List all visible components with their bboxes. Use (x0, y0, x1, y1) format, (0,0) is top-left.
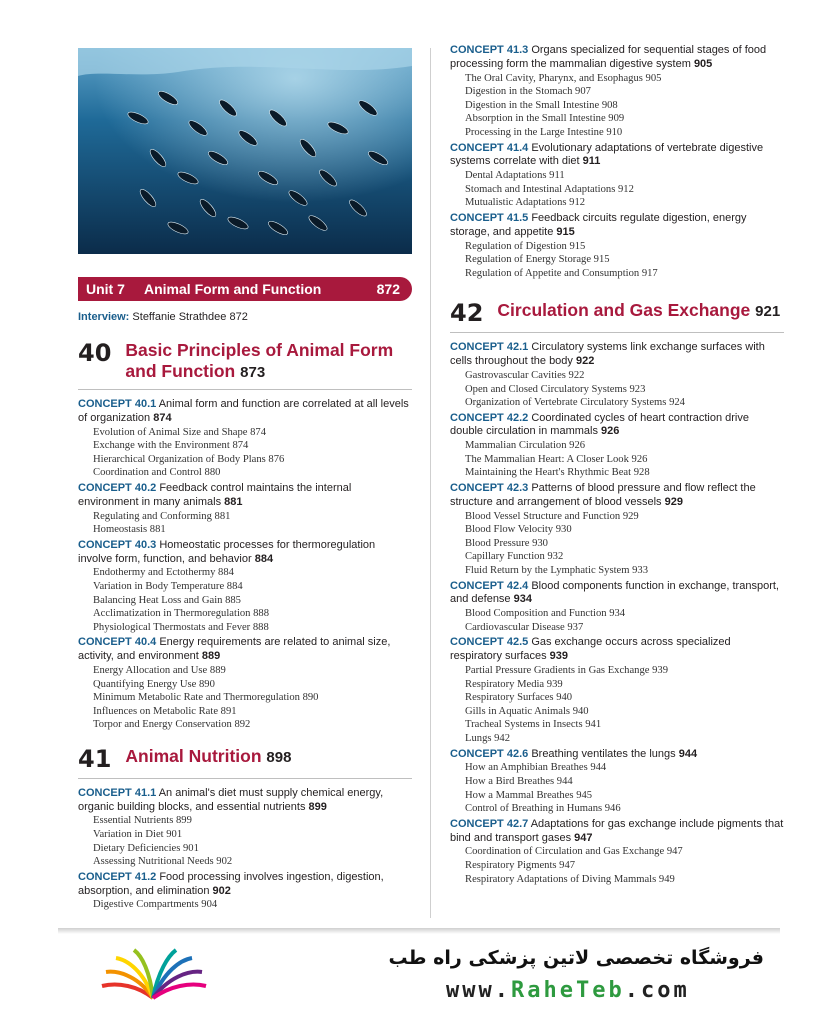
topic-item: Gastrovascular Cavities 922 (465, 369, 585, 381)
chapter-title-block (497, 300, 780, 322)
topic-item: Respiratory Media 939 (465, 678, 563, 690)
unit-label: Unit 7 (86, 281, 125, 297)
concept-key: CONCEPT 41.5 (450, 211, 529, 224)
concept-key: CONCEPT 41.2 (78, 870, 157, 883)
concept-heading (450, 341, 784, 369)
concept-key: CONCEPT 40.3 (78, 538, 157, 551)
concept-page: 934 (513, 593, 532, 606)
chapter-number: 41 (78, 744, 112, 773)
brand-persian-text: فروشگاه تخصصی لاتین پزشکی راه طب (388, 947, 764, 969)
interview-text: Steffanie Strathdee 872 (132, 311, 248, 323)
concept-heading (450, 636, 784, 664)
concept-page: 947 (574, 831, 593, 844)
topic-item: Acclimatization in Thermoregulation 888 (93, 608, 270, 620)
topic-item: Gills in Aquatic Animals 940 (465, 705, 589, 717)
concept-text: Gas exchange occurs across specialized respiratory surfaces (450, 636, 731, 663)
concept-key: CONCEPT 40.2 (78, 481, 157, 494)
concept-heading (450, 482, 784, 510)
concept-heading (450, 212, 784, 240)
topic-item: Mammalian Circulation 926 (465, 440, 586, 452)
concept-key: CONCEPT 42.5 (450, 636, 529, 649)
concept-heading (78, 482, 412, 510)
chapter-title-block (125, 340, 412, 383)
concept-heading (78, 398, 412, 426)
unit-page: 872 (376, 281, 400, 297)
concept-page: 899 (308, 800, 327, 813)
concept-key: CONCEPT 40.1 (78, 398, 157, 410)
right-column (450, 42, 784, 886)
concept-page: 922 (575, 355, 595, 368)
topic-item: Homeostasis 881 (93, 524, 166, 536)
concept-heading (78, 871, 412, 899)
topic-item: Evolution of Animal Size and Shape 874 (93, 426, 267, 438)
topic-item: Quantifying Energy Use 890 (93, 678, 215, 690)
concept-key: CONCEPT 42.7 (450, 817, 529, 830)
topic-item: How a Bird Breathes 944 (465, 775, 573, 787)
topic-item: Digestion in the Stomach 907 (465, 86, 591, 98)
concept-heading (450, 142, 784, 170)
topic-item: The Oral Cavity, Pharynx, and Esophagus 905 (465, 72, 662, 84)
topic-item: Dietary Deficiencies 901 (93, 842, 199, 854)
concept-text: Animal form and function are correlated at all levels of organization (78, 398, 409, 424)
concept-text: Adaptations for gas exchange include pigments that bind and transport gases (450, 817, 784, 844)
topic-item: Absorption in the Small Intestine 909 (465, 113, 625, 125)
left-column (78, 340, 412, 912)
concept-text: Breathing ventilates the lungs (531, 747, 676, 760)
chapter-title: Basic Principles of Animal Form and Function (125, 340, 394, 381)
book-logo-icon (98, 948, 208, 1004)
topic-item: Cardiovascular Disease 937 (465, 621, 584, 633)
concept-text: Coordinated cycles of heart contraction drive double circulation in mammals (450, 411, 749, 438)
concept-page: 911 (582, 155, 601, 168)
topic-item: How a Mammal Breathes 945 (465, 789, 593, 801)
brand-url[interactable] (446, 978, 690, 1003)
concept-page: 944 (678, 747, 698, 760)
concept-key: CONCEPT 42.6 (450, 747, 529, 760)
topic-item: Control of Breathing in Humans 946 (465, 803, 621, 815)
topic-item: Regulation of Appetite and Consumption 917 (465, 267, 658, 279)
concept-text: An animal's diet must supply chemical energy, organic building blocks, and essential nutrients (78, 786, 384, 813)
url-name: RaheTeb (510, 978, 625, 1003)
topic-item: Respiratory Surfaces 940 (465, 692, 573, 704)
topic-item: Essential Nutrients 899 (93, 815, 192, 827)
concept-page: 939 (549, 650, 569, 663)
concept-heading (450, 580, 784, 608)
topic-item: Regulation of Digestion 915 (465, 240, 586, 252)
topic-item: Mutualistic Adaptations 912 (465, 197, 586, 209)
url-suffix: .com (624, 978, 690, 1003)
concept-key: CONCEPT 42.4 (450, 579, 529, 592)
concept-heading (78, 636, 412, 664)
concept-key: CONCEPT 41.4 (450, 141, 529, 154)
concept-key: CONCEPT 40.4 (78, 636, 157, 649)
unit-title: Animal Form and Function (144, 281, 322, 297)
chapter-title: Animal Nutrition (125, 745, 262, 766)
concept-page: 929 (664, 495, 683, 508)
topic-item: Tracheal Systems in Insects 941 (465, 719, 602, 731)
topic-item: Hierarchical Organization of Body Plans 876 (93, 453, 285, 465)
concept-key: CONCEPT 42.2 (450, 411, 529, 424)
topic-item: Fluid Return by the Lymphatic System 933 (465, 565, 649, 577)
chapter-page: 873 (240, 364, 266, 381)
topic-item: Partial Pressure Gradients in Gas Exchange 939 (465, 665, 668, 676)
topic-item: Blood Composition and Function 934 (465, 608, 626, 620)
topic-item: Stomach and Intestinal Adaptations 912 (465, 183, 634, 195)
topic-item: Respiratory Pigments 947 (465, 859, 576, 871)
concept-text: Patterns of blood pressure and flow reflect the structure and arrangement of blood vessels (450, 482, 756, 508)
url-prefix: www. (446, 978, 511, 1003)
concept-heading (78, 787, 412, 815)
topic-item: Regulating and Conforming 881 (93, 510, 231, 522)
topic-item: Variation in Body Temperature 884 (93, 580, 243, 592)
concept-heading (450, 818, 784, 846)
topic-item: Digestion in the Small Intestine 908 (465, 99, 618, 111)
topic-item: Processing in the Large Intestine 910 (465, 126, 623, 138)
chapter-page: 898 (266, 748, 292, 766)
unit-banner (78, 277, 412, 301)
concept-text: Circulatory systems link exchange surfaces with cells throughout the body (450, 341, 765, 368)
topic-item: How an Amphibian Breathes 944 (465, 762, 607, 774)
chapter-header (450, 300, 784, 333)
concept-text: Energy requirements are related to animal size, activity, and environment (78, 636, 391, 663)
topic-item: Variation in Diet 901 (93, 829, 183, 841)
topic-item: Blood Pressure 930 (465, 537, 548, 549)
concept-text: Organs specialized for sequential stages of food processing form the mammalian digestive system (450, 44, 767, 70)
concept-key: CONCEPT 42.3 (450, 482, 529, 495)
topic-item: Respiratory Adaptations of Diving Mammals 949 (465, 873, 675, 885)
chapter-title: Circulation and Gas Exchange (497, 300, 751, 321)
concept-heading (450, 748, 784, 762)
topic-item: Influences on Metabolic Rate 891 (93, 705, 237, 717)
concept-page: 902 (212, 884, 231, 897)
penguin-photo (78, 48, 412, 254)
topic-item: Lungs 942 (465, 732, 511, 744)
concept-heading (78, 539, 412, 567)
topic-item: Digestive Compartments 904 (93, 899, 218, 911)
concept-page: 884 (254, 552, 274, 565)
chapter-number: 40 (78, 339, 112, 367)
topic-item: The Mammalian Heart: A Closer Look 926 (465, 453, 648, 465)
concept-page: 915 (556, 225, 575, 238)
column-divider (430, 48, 431, 918)
topic-item: Physiological Thermostats and Fever 888 (93, 621, 269, 633)
concept-page: 889 (201, 650, 221, 663)
interview-line (78, 311, 248, 323)
concept-key: CONCEPT 41.1 (78, 786, 157, 799)
concept-text: Blood components function in exchange, transport, and defense (450, 579, 779, 606)
concept-text: Homeostatic processes for thermoregulation involve form, function, and behavior (78, 538, 376, 565)
concept-key: CONCEPT 42.1 (450, 341, 529, 354)
concept-text: Feedback circuits regulate digestion, energy storage, and appetite (450, 211, 747, 238)
topic-item: Open and Closed Circulatory Systems 923 (465, 383, 646, 395)
concept-heading (450, 412, 784, 440)
topic-item: Dental Adaptations 911 (465, 170, 565, 182)
concept-page: 905 (693, 57, 713, 70)
concept-page: 874 (153, 411, 172, 424)
topic-item: Maintaining the Heart's Rhythmic Beat 928 (465, 467, 650, 479)
topic-item: Blood Vessel Structure and Function 929 (465, 510, 639, 522)
topic-item: Coordination and Control 880 (93, 467, 221, 479)
page-shadow (58, 928, 780, 934)
chapter-number: 42 (450, 299, 484, 328)
concept-key: CONCEPT 41.3 (450, 44, 529, 56)
concept-heading (450, 44, 784, 72)
concept-page: 881 (224, 495, 243, 508)
topic-item: Capillary Function 932 (465, 551, 564, 563)
topic-item: Balancing Heat Loss and Gain 885 (93, 594, 241, 606)
topic-item: Regulation of Energy Storage 915 (465, 254, 610, 266)
topic-item: Energy Allocation and Use 889 (93, 664, 226, 676)
topic-item: Coordination of Circulation and Gas Exchange 947 (465, 846, 683, 858)
concept-text: Evolutionary adaptations of vertebrate digestive systems correlate with diet (450, 141, 764, 168)
concept-text: Feedback control maintains the internal environment in many animals (78, 481, 352, 508)
chapter-header (78, 746, 412, 779)
topic-item: Blood Flow Velocity 930 (465, 524, 572, 536)
chapter-page: 921 (755, 303, 781, 321)
chapter-header (78, 340, 412, 390)
topic-item: Torpor and Energy Conservation 892 (93, 719, 251, 731)
topic-item: Assessing Nutritional Needs 902 (93, 856, 233, 868)
concept-text: Food processing involves ingestion, digestion, absorption, and elimination (78, 870, 384, 897)
topic-item: Endothermy and Ectothermy 884 (93, 567, 234, 579)
chapter-title-block (125, 746, 291, 768)
topic-item: Organization of Vertebrate Circulatory Systems 924 (465, 397, 685, 409)
interview-key: Interview: (78, 311, 130, 323)
topic-item: Minimum Metabolic Rate and Thermoregulation 890 (93, 692, 319, 704)
concept-page: 926 (601, 425, 620, 438)
topic-item: Exchange with the Environment 874 (93, 440, 249, 452)
